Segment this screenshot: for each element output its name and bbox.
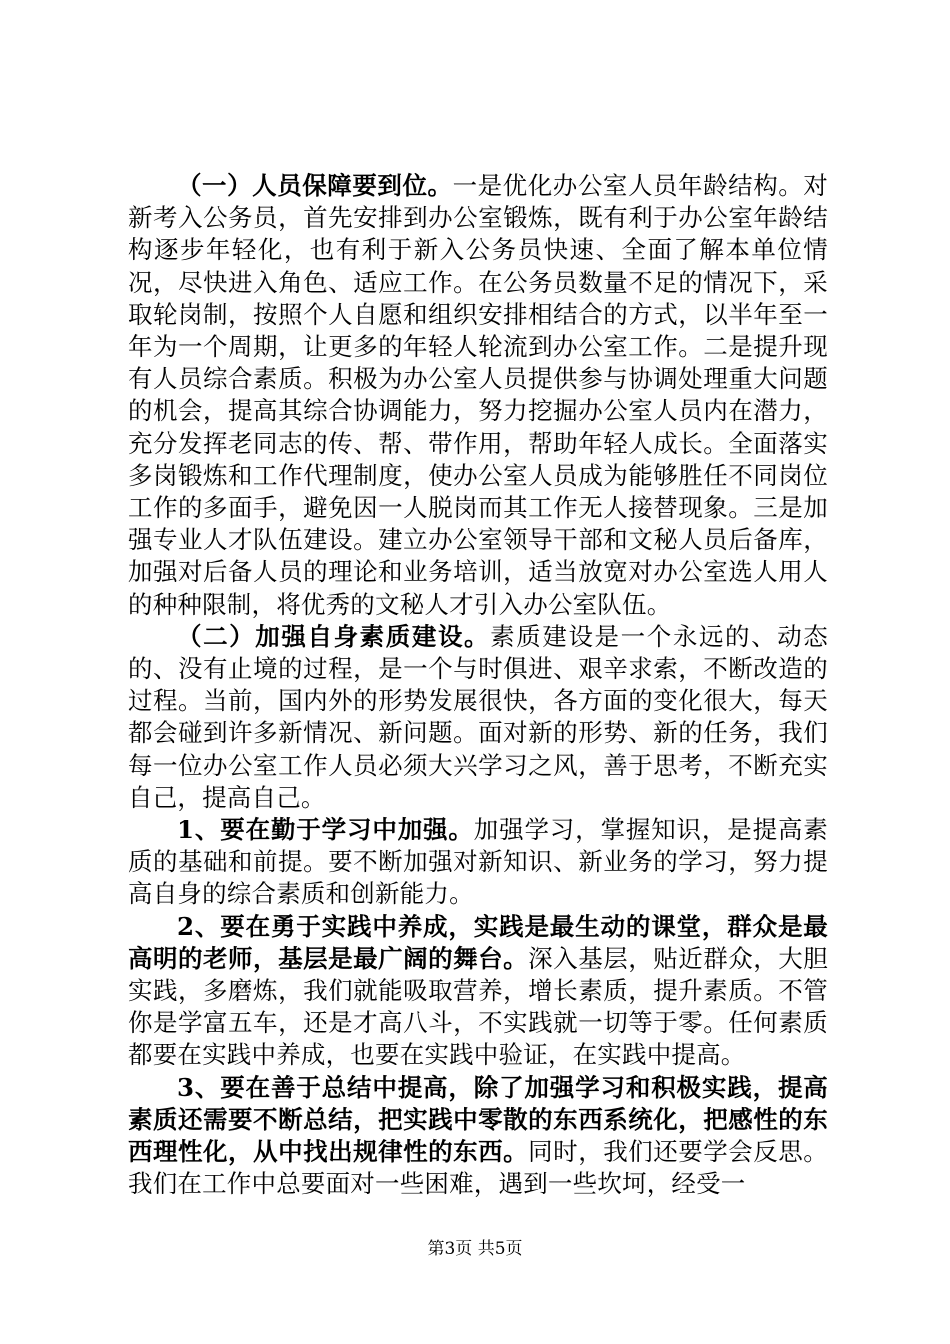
paragraph-text: 一是优化办公室人员年龄结构。对新考入公务员，首先安排到办公室锻炼，既有利于办公室年龄结构逐步年轻化，也有利于新入公务员快速、全面了解本单位情况，尽快进入角色、适应工作。在公务员数量不足的情况下，采取轮岗制，按照个人自愿和组织安排相结合的方式，以半年至一年为一个周期，让更多的年轻人轮流到办公室工作。二是提升现有人员综合素质。积极为办公室人员提供参与协调处理重大问题的机会，提高其综合协调能力，努力挖掘办公室人员内在潜力，充分发挥老同志的传、帮、带作用，帮助年轻人成长。全面落实多岗锻炼和工作代理制度，使办公室人员成为能够胜任不同岗位工作的多面手，避免因一人脱岗而其工作无人接替现象。三是加强专业人才队伍建设。建立办公室领导干部和文秘人员后备库，加强对后备人员的理论和业务培训，适当放宽对办公室选人用人的种种限制，将优秀的文秘人才引入办公室队伍。 [128,171,829,619]
paragraph-heading: （一）人员保障要到位。 [177,171,453,200]
paragraph-heading: 2、要在勇于实践中养成，实践是最生动的课堂，群众是最高明的老师，基层是最广阔的舞台。 [128,911,828,973]
document-body [128,170,828,1201]
paragraph-heading: 1、要在勤于学习中加强。 [177,815,474,845]
paragraph-text: 同时，我们还要学会反思。我们在工作中总要面对一些困难，遇到一些坎坷，经受一 [128,1137,828,1199]
paragraph-heading: （二）加强自身素质建设。 [177,621,491,651]
paragraph-quality-building [128,621,828,814]
paragraph-practice [128,911,828,1072]
paragraph-summary [128,1072,828,1201]
paragraph-text: 深入基层，贴近群众，大胆实践，多磨炼，我们就能吸取营养，增长素质，提升素质。不管你是学富五车，还是才高八斗，不实践就一切等于零。任何素质都要在实践中养成，也要在实践中验证，在实践中提高。 [128,943,828,1070]
paragraph-study [128,814,828,911]
paragraph-text: 素质建设是一个永远的、动态的、没有止境的过程，是一个与时俱进、艰辛求索，不断改造的过程。当前，国内外的形势发展很快，各方面的变化很大，每天都会碰到许多新情况、新问题。面对新的形势、新的任务，我们每一位办公室工作人员必须大兴学习之风，善于思考，不断充实自己，提高自己。 [128,621,828,812]
paragraph-text: 加强学习，掌握知识，是提高素质的基础和前提。要不断加强对新知识、新业务的学习，努力提高自身的综合素质和创新能力。 [128,815,828,909]
paragraph-heading: 3、要在善于总结中提高，除了加强学习和积极实践，提高素质还需要不断总结，把实践中零散的东西系统化，把感性的东西理性化，从中找出规律性的东西。 [128,1072,828,1167]
paragraph-personnel-guarantee [128,170,828,621]
page-number-footer: 第3页 共5页 [427,1239,523,1259]
